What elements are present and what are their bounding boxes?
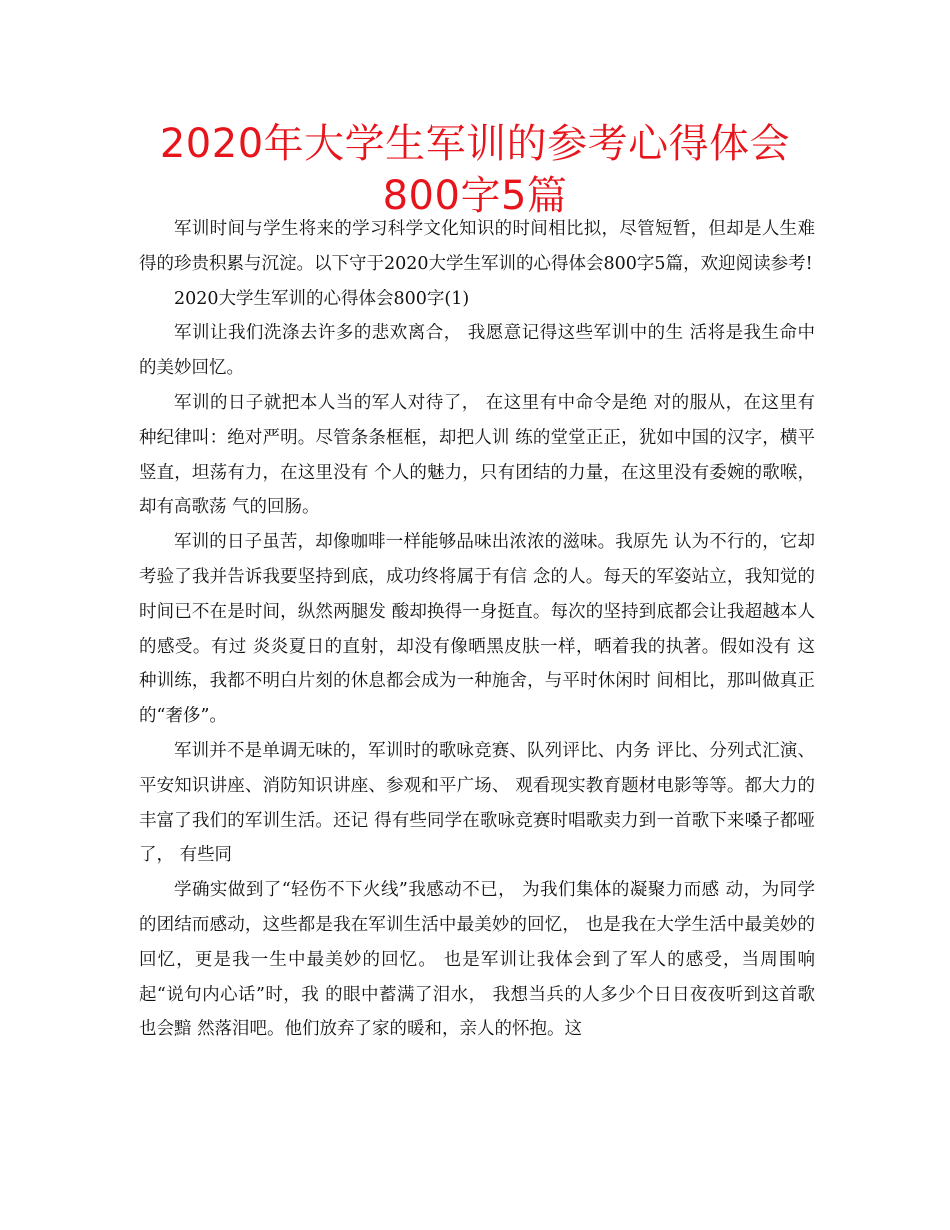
document-title: 2020年大学生军训的参考心得体会800字5篇 bbox=[159, 121, 791, 219]
document-body bbox=[139, 212, 815, 1047]
body-paragraph: 军训让我们洗涤去许多的悲欢离合， 我愿意记得这些军训中的生 活将是我生命中的美妙回忆。 bbox=[139, 323, 815, 379]
intro-paragraph: 军训时间与学生将来的学习科学文化知识的时间相比拟，尽管短暂，但却是人生难得的珍贵积累与沉淀。以下守于2020大学生军训的心得体会800字5篇，欢迎阅读参考! bbox=[139, 219, 815, 274]
body-paragraph: 军训的日子就把本人当的军人对待了， 在这里有中命令是绝 对的服从，在这里有种纪律叫：绝对严明。尽管条条框框，却把人训 练的堂堂正正，犹如中国的汉字，横平竖直，坦荡有力，在这里没有 个人的魅力，只有团结的力量，在这里没有委婉的歌喉，却有高歌荡 气的回肠。 bbox=[139, 392, 815, 518]
body-paragraph: 军训并不是单调无味的，军训时的歌咏竞赛、队列评比、内务 评比、分列式汇演、平安知识讲座、消防知识讲座、参观和平广场、 观看现实教育题材电影等等。都大力的丰富了我们的军训生活。还记 得有些同学在歌咏竞赛时唱歌卖力到一首歌下来嗓子都哑了， 有些同 bbox=[139, 740, 815, 866]
body-paragraph: 学确实做到了“轻伤不下火线”我感动不已， 为我们集体的凝聚力而感 动，为同学的团结而感动，这些都是我在军训生活中最美妙的回忆， 也是我在大学生活中最美妙的回忆，更是我一生中最美妙的回忆。 也是军训让我体会到了军人的感受，当周围响起“说句内心话”时，我 的眼中蓄满了泪水， 我想当兵的人多少个日日夜夜听到这首歌也会黯 然落泪吧。他们放弃了家的暖和，亲人的怀抱。这 bbox=[139, 880, 815, 1040]
body-paragraph: 军训的日子虽苦，却像咖啡一样能够品味出浓浓的滋味。我原先 认为不行的，它却考验了我并告诉我要坚持到底，成功终将属于有信 念的人。每天的军姿站立，我知觉的时间已不在是时间，纵然两腿发 酸却换得一身挺直。每次的坚持到底都会让我超越本人的感受。有过 炎炎夏日的直射，却没有像晒黑皮肤一样，晒着我的执著。假如没有 这种训练，我都不明白片刻的休息都会成为一种施舍，与平时休闲时 间相比，那叫做真正的“奢侈”。 bbox=[139, 532, 815, 727]
section-heading: 2020大学生军训的心得体会800字(1) bbox=[174, 288, 470, 309]
